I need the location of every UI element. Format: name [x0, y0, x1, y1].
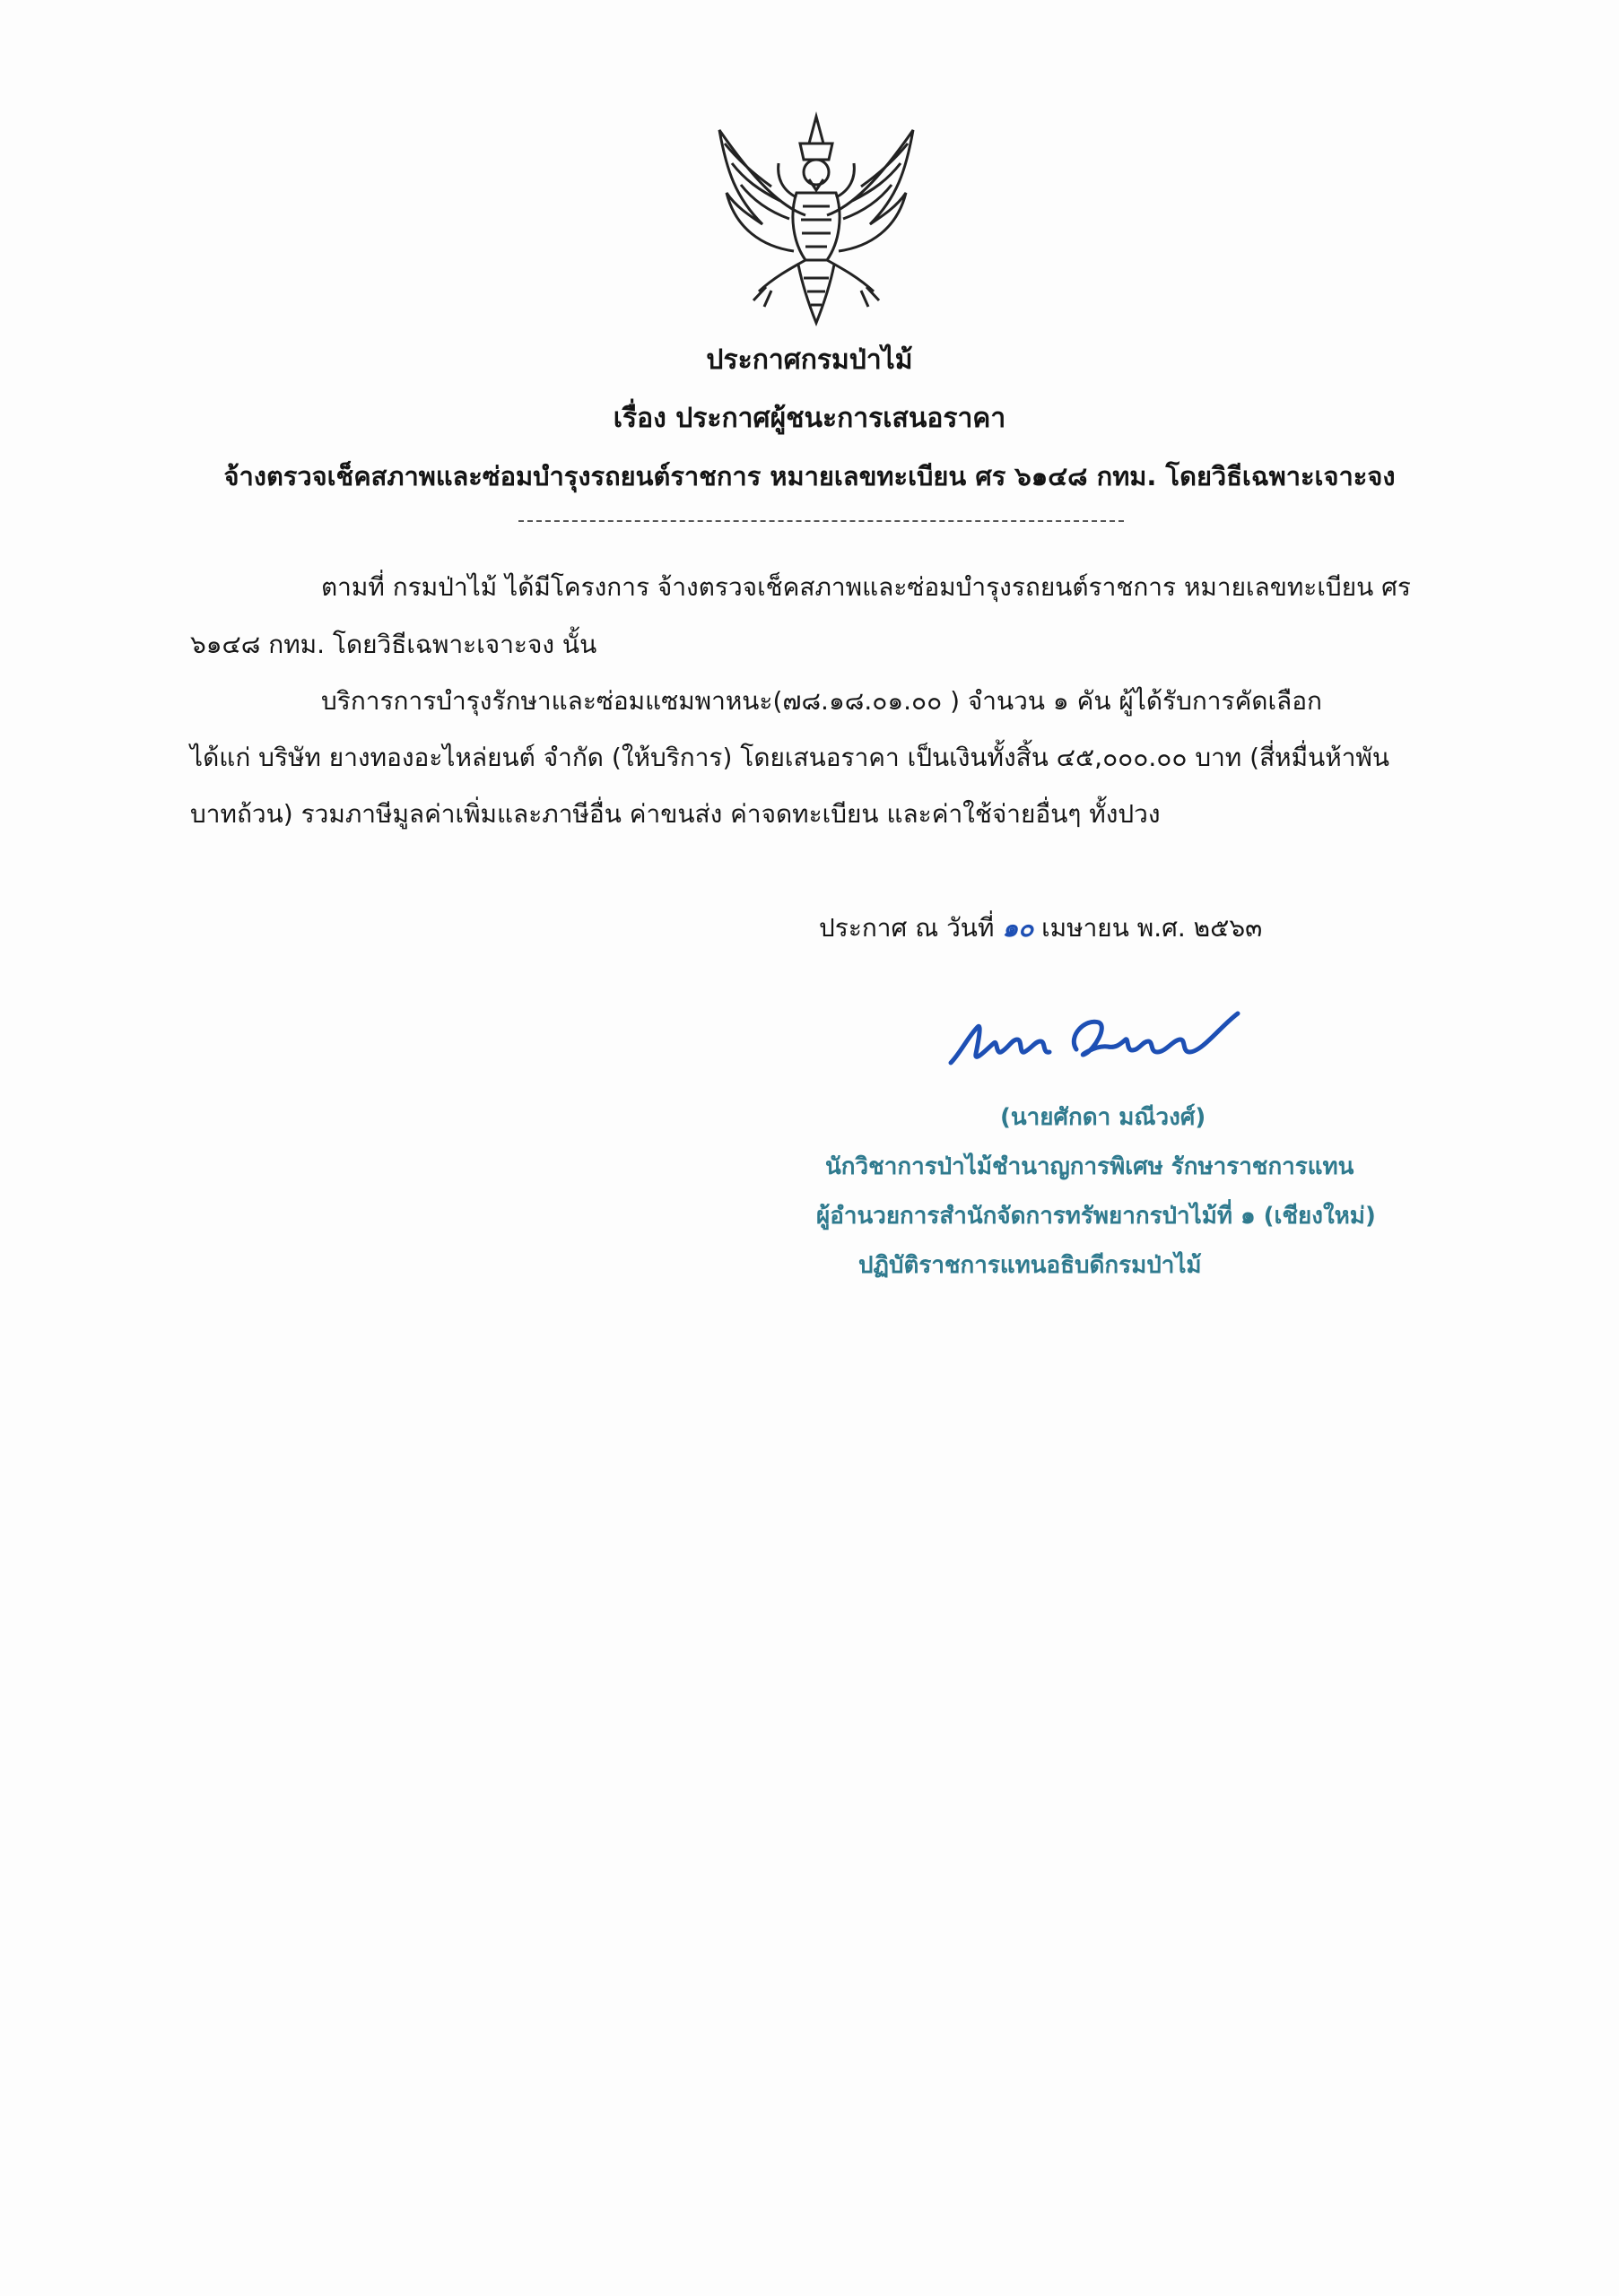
header-divider [518, 520, 1124, 522]
paragraph2-line3: บาทถ้วน) รวมภาษีมูลค่าเพิ่มและภาษีอื่น ค่าขนส่ง ค่าจดทะเบียน และค่าใช้จ่ายอื่นๆ ทั้งปวง [190, 799, 1161, 829]
handwritten-signature [942, 1000, 1247, 1081]
garuda-emblem-icon [700, 108, 933, 332]
date-prefix: ประกาศ ณ วันที่ [819, 913, 995, 943]
announcement-title: ประกาศกรมป่าไม้ [706, 344, 913, 376]
date-day: ๑๐ [1002, 913, 1034, 943]
paragraph2-line2: ได้แก่ บริษัท ยางทองอะไหล่ยนต์ จำกัด (ให้บริการ) โดยเสนอราคา เป็นเงินทั้งสิ้น ๔๕,๐๐๐.๐๐ บาท (สี่หมื่นห้าพัน [190, 743, 1390, 772]
announcement-project: จ้างตรวจเช็คสภาพและซ่อมบำรุงรถยนต์ราชการ หมายเลขทะเบียน ศร ๖๑๔๘ กทม. โดยวิธีเฉพาะเจาะจง [223, 461, 1396, 491]
signatory-position2: ผู้อำนวยการสำนักจัดการทรัพยากรป่าไม้ที่ ๑ (เชียงใหม่) [816, 1203, 1376, 1230]
signatory-position1: นักวิชาการป่าไม้ชำนาญการพิเศษ รักษาราชการแทน [825, 1153, 1354, 1180]
signatory-name: (นายศักดา มณีวงศ์) [1000, 1104, 1206, 1131]
paragraph1-line1: ตามที่ กรมป่าไม้ ได้มีโครงการ จ้างตรวจเช็คสภาพและซ่อมบำรุงรถยนต์ราชการ หมายเลขทะเบียน ศร [321, 572, 1411, 602]
announcement-date [819, 909, 1262, 948]
paragraph1-line2: ๖๑๔๘ กทม. โดยวิธีเฉพาะเจาะจง นั้น [190, 630, 597, 659]
paragraph2-line1: บริการการบำรุงรักษาและซ่อมแซมพาหนะ(๗๘.๑๘.๐๑.๐๐ ) จำนวน ๑ คัน ผู้ได้รับการคัดเลือก [321, 686, 1322, 716]
signatory-position3: ปฏิบัติราชการแทนอธิบดีกรมป่าไม้ [858, 1252, 1202, 1279]
date-month-year: เมษายน พ.ศ. ๒๕๖๓ [1041, 913, 1263, 943]
announcement-subject: เรื่อง ประกาศผู้ชนะการเสนอราคา [613, 403, 1006, 434]
